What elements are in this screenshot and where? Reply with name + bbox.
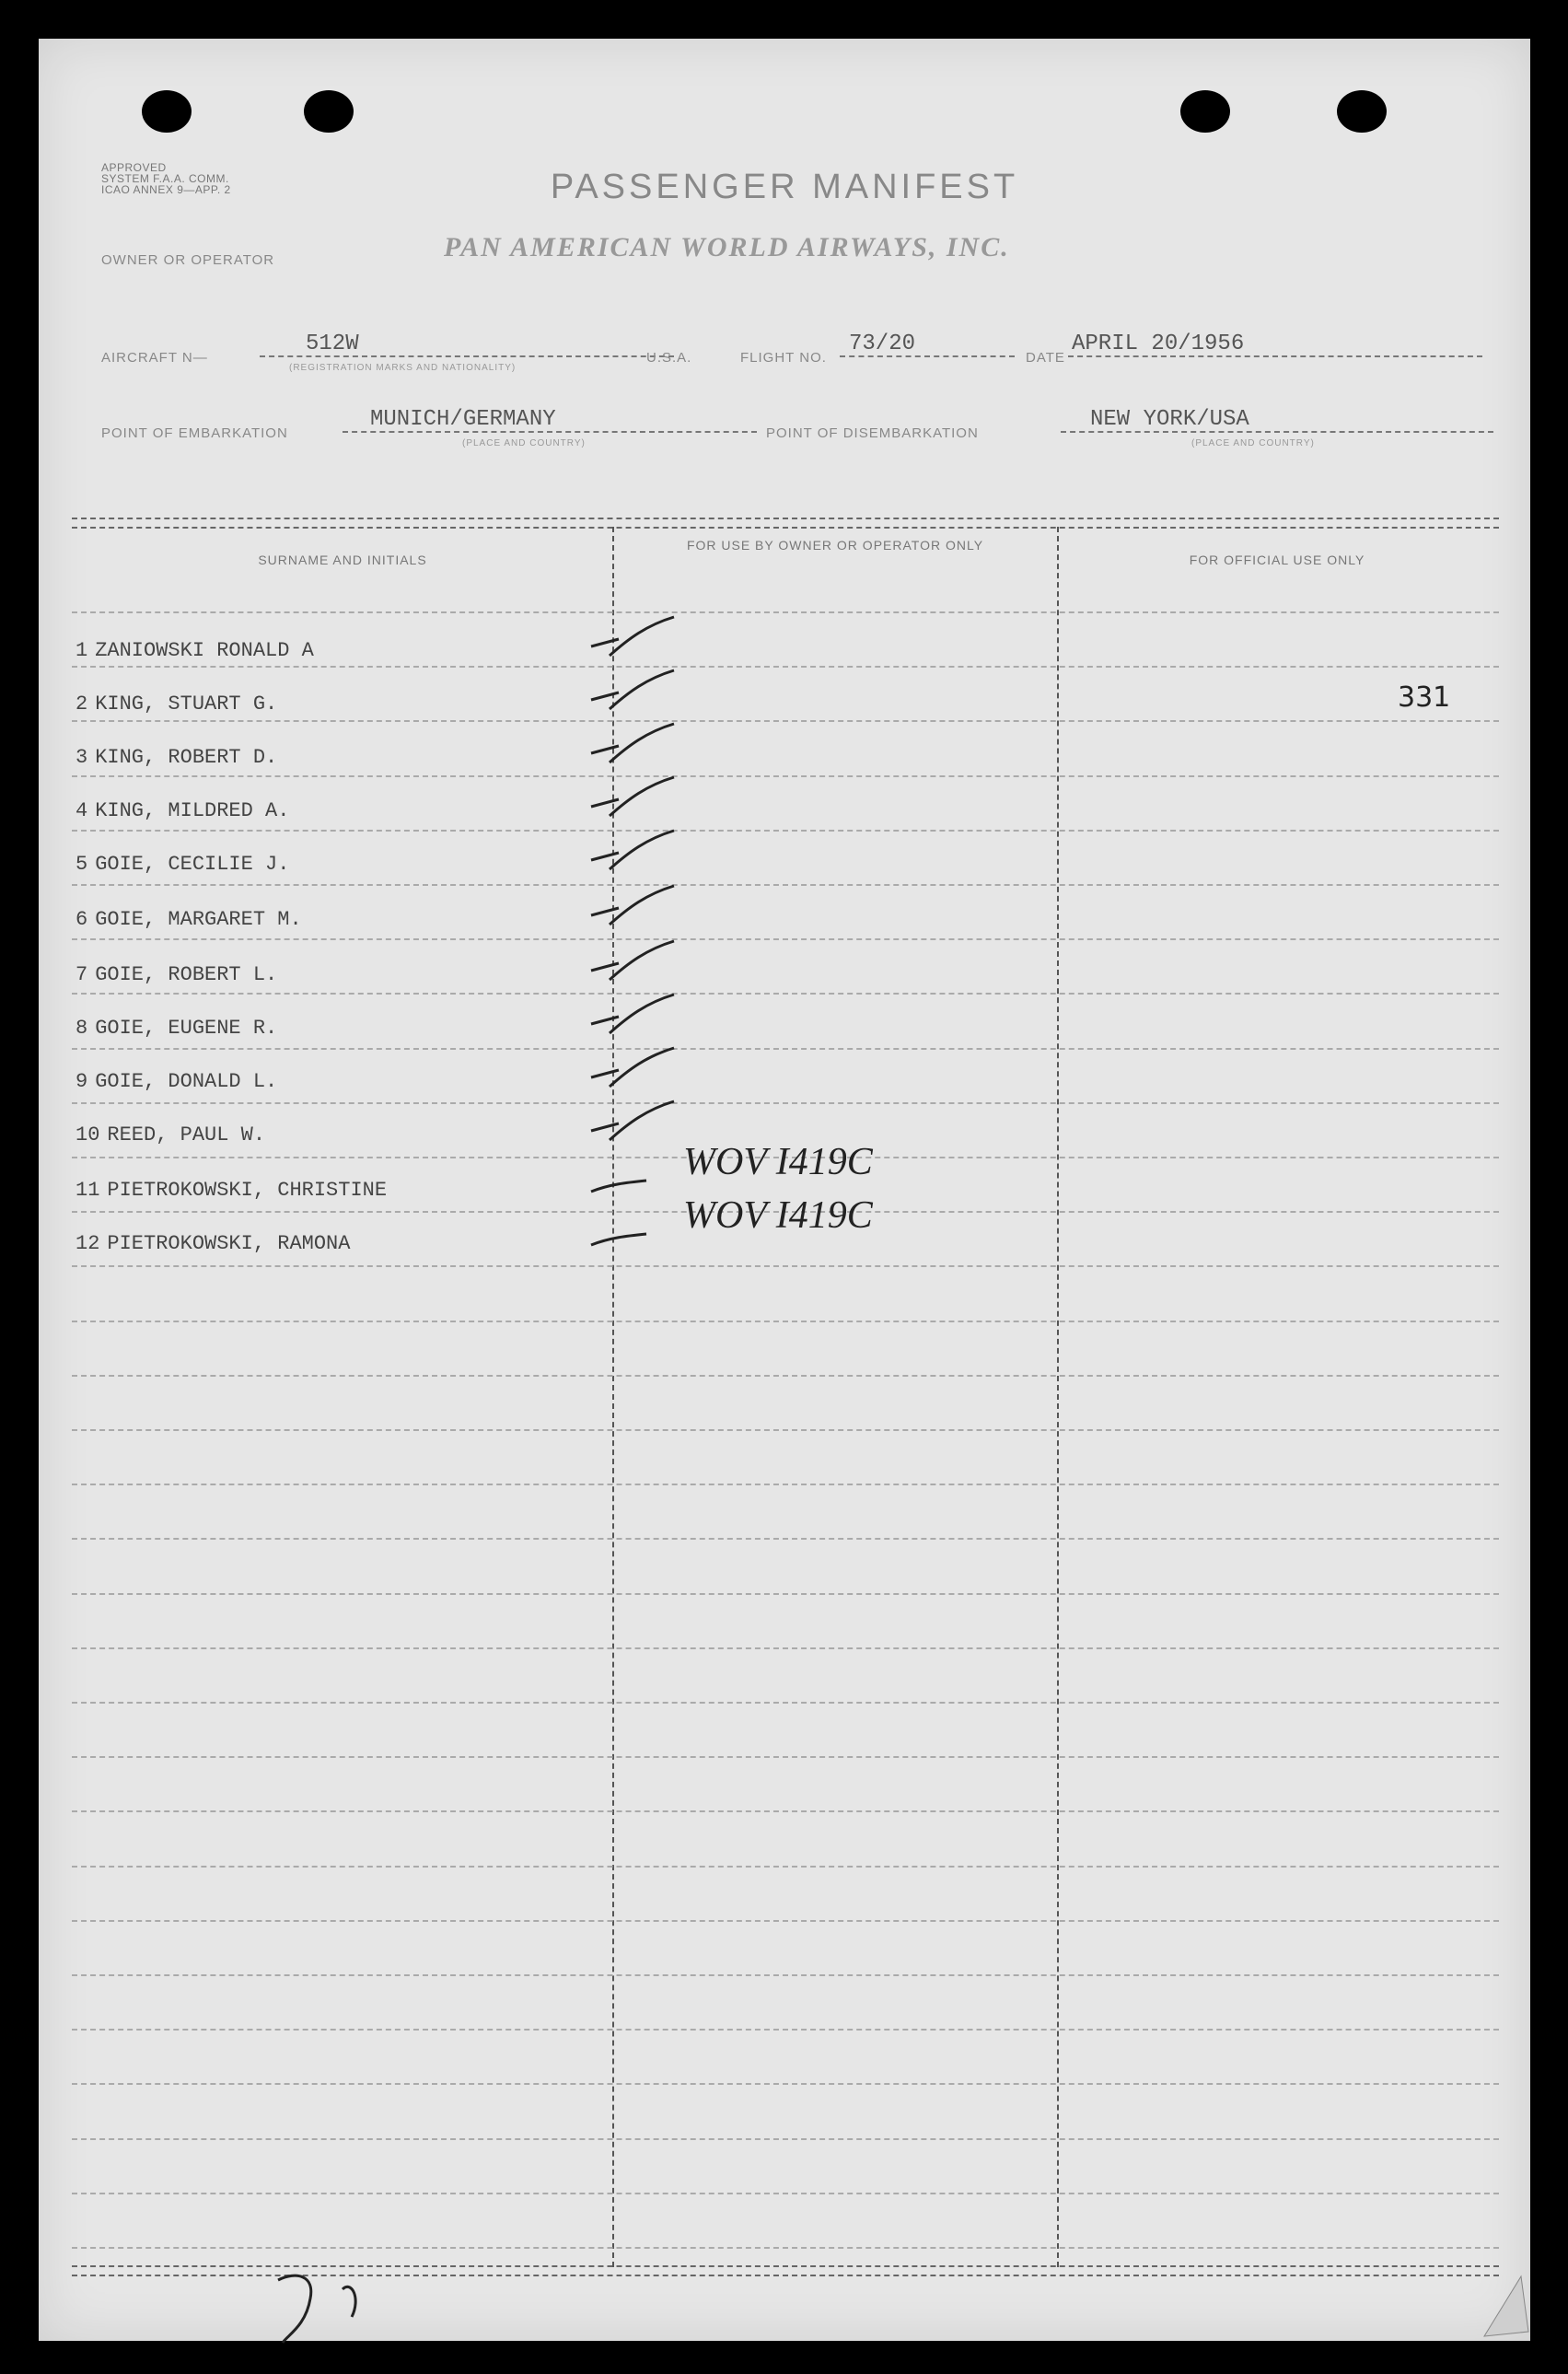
passenger-row <box>75 1232 350 1255</box>
passenger-number: 2 <box>75 692 88 716</box>
table-rule-line <box>72 2193 1499 2194</box>
passenger-name: GOIE, EUGENE R. <box>95 1017 278 1040</box>
passenger-row <box>75 692 277 716</box>
passenger-number: 1 <box>75 639 88 662</box>
passenger-number: 6 <box>75 908 88 931</box>
punch-hole <box>1180 90 1230 133</box>
disembarkation-value: NEW YORK/USA <box>1090 407 1249 432</box>
table-rule-line <box>72 1810 1499 1812</box>
embarkation-value: MUNICH/GERMANY <box>370 407 556 432</box>
table-rule-line <box>72 1702 1499 1704</box>
table-rule-line <box>72 1593 1499 1595</box>
passenger-number: 12 <box>75 1232 100 1255</box>
table-rule-line <box>72 1756 1499 1758</box>
aircraft-value: 512W <box>306 332 359 356</box>
table-rule-line <box>72 775 1499 777</box>
passenger-name: KING, STUART G. <box>95 692 278 716</box>
check-mark <box>554 718 683 774</box>
passenger-row <box>75 853 289 876</box>
passenger-number: 5 <box>75 853 88 876</box>
check-mark <box>554 772 683 827</box>
check-mark <box>554 1096 683 1151</box>
table-rule-line <box>72 993 1499 995</box>
table-rule-line <box>72 1429 1499 1431</box>
passenger-name: KING, ROBERT D. <box>95 746 278 769</box>
passenger-row <box>75 963 277 986</box>
passenger-row <box>75 1179 387 1202</box>
table-rule-line <box>72 720 1499 722</box>
passenger-row <box>75 799 289 822</box>
table-rule-line <box>72 1321 1499 1322</box>
embarkation-sublabel: (PLACE AND COUNTRY) <box>462 438 586 448</box>
table-rule-line <box>72 1265 1499 1267</box>
approval-note: APPROVED SYSTEM F.A.A. COMM. ICAO ANNEX 9—APP. 2 <box>101 161 231 196</box>
passenger-row <box>75 1123 265 1146</box>
passenger-name: GOIE, ROBERT L. <box>95 963 278 986</box>
check-mark <box>554 989 683 1044</box>
passenger-number: 11 <box>75 1179 100 1202</box>
embarkation-label: POINT OF EMBARKATION <box>101 425 288 441</box>
table-rule-line <box>72 1974 1499 1976</box>
passenger-row <box>75 1017 277 1040</box>
official-number: 331 <box>1398 681 1451 714</box>
punch-hole <box>1337 90 1387 133</box>
table-top-border <box>72 518 1499 529</box>
owner-note: WOV I419C <box>683 1194 873 1237</box>
passenger-name: PIETROKOWSKI, CHRISTINE <box>107 1179 388 1202</box>
passenger-name: GOIE, CECILIE J. <box>95 853 290 876</box>
passenger-number: 8 <box>75 1017 88 1040</box>
table-rule-line <box>72 1484 1499 1485</box>
handwritten-mark <box>260 2262 444 2345</box>
check-mark <box>554 1042 683 1098</box>
passenger-number: 4 <box>75 799 88 822</box>
table-rule-line <box>72 2083 1499 2085</box>
table-rule-line <box>72 938 1499 940</box>
table-rule-line <box>72 2029 1499 2031</box>
table-rule-line <box>72 830 1499 832</box>
table-rule-line <box>72 2138 1499 2140</box>
passenger-name: KING, MILDRED A. <box>95 799 290 822</box>
passenger-name: GOIE, DONALD L. <box>95 1070 278 1093</box>
punch-hole <box>142 90 192 133</box>
passenger-number: 10 <box>75 1123 100 1146</box>
table-rule-line <box>72 884 1499 886</box>
passenger-number: 9 <box>75 1070 88 1093</box>
table-rule-line <box>72 1920 1499 1922</box>
check-mark <box>554 611 683 667</box>
column-header-official-use: FOR OFFICIAL USE ONLY <box>1189 553 1365 567</box>
check-mark <box>554 665 683 720</box>
flight-value: 73/20 <box>849 332 916 356</box>
disembarkation-sublabel: (PLACE AND COUNTRY) <box>1191 438 1315 448</box>
manifest-page <box>39 39 1530 2341</box>
date-value: APRIL 20/1956 <box>1072 332 1245 356</box>
column-header-surname: SURNAME AND INITIALS <box>258 553 427 567</box>
passenger-name: ZANIOWSKI RONALD A <box>95 639 314 662</box>
flight-label: FLIGHT NO. <box>740 350 827 366</box>
passenger-row <box>75 639 314 662</box>
aircraft-label: AIRCRAFT N— <box>101 350 208 366</box>
usa-label: U.S.A. <box>646 350 692 366</box>
passenger-name: REED, PAUL W. <box>107 1123 266 1146</box>
date-label: DATE <box>1026 350 1065 366</box>
page-corner-fold <box>1475 2267 1530 2341</box>
table-rule-line <box>72 1866 1499 1868</box>
owner-note: WOV I419C <box>683 1141 873 1183</box>
disembarkation-label: POINT OF DISEMBARKATION <box>766 425 979 441</box>
table-rule-line <box>72 1647 1499 1649</box>
table-rule-line <box>72 1375 1499 1377</box>
aircraft-sublabel: (REGISTRATION MARKS AND NATIONALITY) <box>289 363 517 373</box>
check-mark <box>554 825 683 880</box>
check-mark <box>554 936 683 991</box>
passenger-row <box>75 1070 277 1093</box>
passenger-number: 7 <box>75 963 88 986</box>
passenger-row <box>75 908 302 931</box>
owner-label: OWNER OR OPERATOR <box>101 252 275 268</box>
table-rule-line <box>72 666 1499 668</box>
dash-mark <box>554 1151 683 1206</box>
passenger-row <box>75 746 277 769</box>
table-rule-line <box>72 1102 1499 1104</box>
operator-name: PAN AMERICAN WORLD AIRWAYS, INC. <box>444 232 1010 262</box>
table-rule-line <box>72 611 1499 613</box>
page-title: PASSENGER MANIFEST <box>550 168 1019 206</box>
table-rule-line <box>72 1538 1499 1540</box>
passenger-name: PIETROKOWSKI, RAMONA <box>107 1232 351 1255</box>
table-rule-line <box>72 1048 1499 1050</box>
table-rule-line <box>72 2247 1499 2249</box>
column-header-owner-use: FOR USE BY OWNER OR OPERATOR ONLY <box>686 538 984 553</box>
dash-mark <box>554 1204 683 1260</box>
passenger-number: 3 <box>75 746 88 769</box>
punch-hole <box>304 90 354 133</box>
passenger-name: GOIE, MARGARET M. <box>95 908 302 931</box>
check-mark <box>554 880 683 936</box>
column-divider <box>1057 527 1059 2267</box>
